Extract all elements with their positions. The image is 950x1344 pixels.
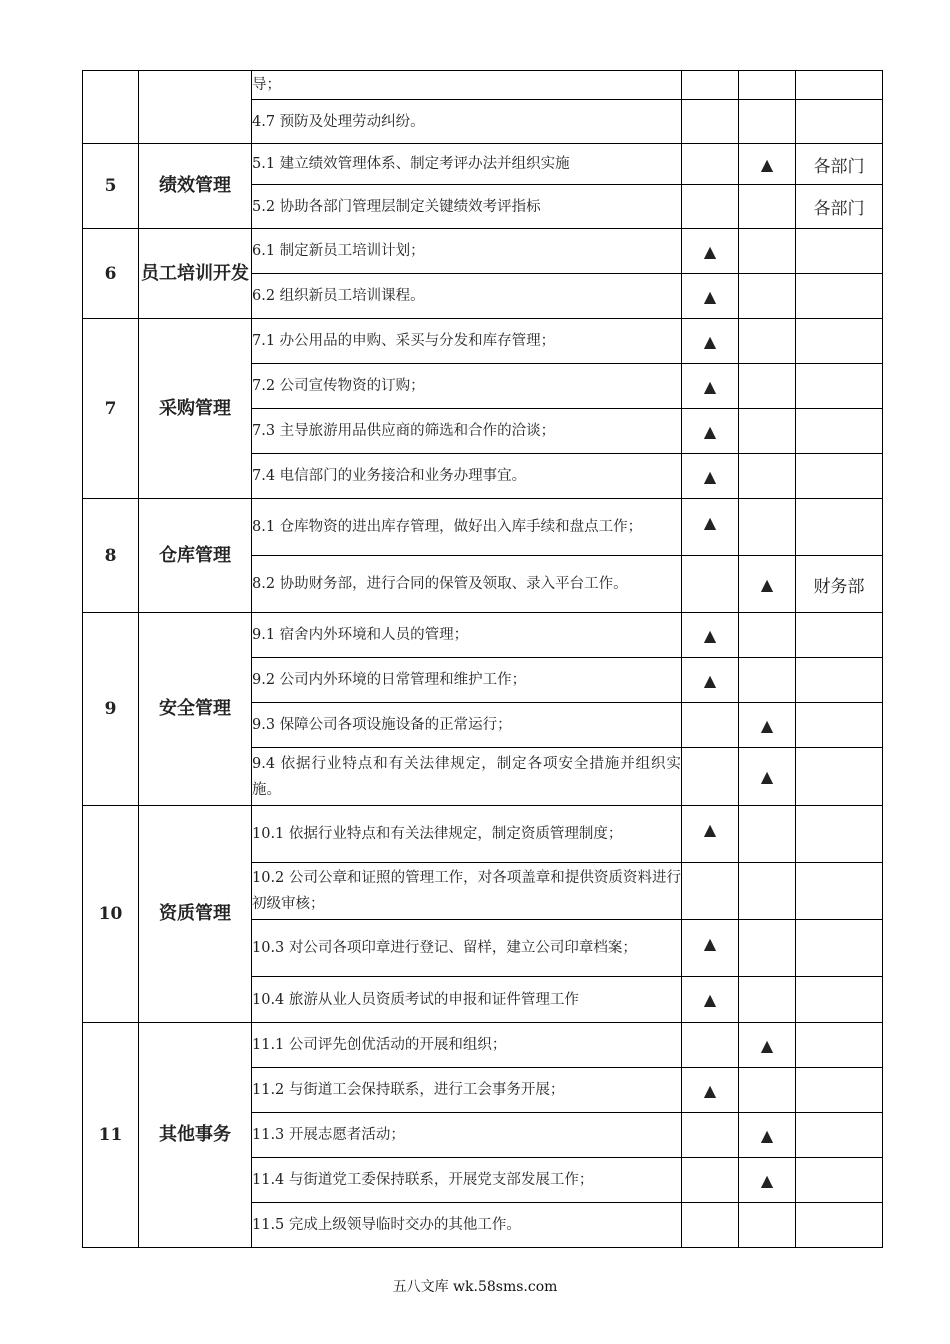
note-cell: 各部门: [796, 144, 883, 185]
note-cell: [796, 806, 883, 863]
task-cell: 11.2 与街道工会保持联系，进行工会事务开展；: [252, 1068, 682, 1113]
category-cell: [139, 71, 252, 144]
task-cell: 11.4 与街道党工委保持联系，开展党支部发展工作；: [252, 1158, 682, 1203]
mark-cell-b: [739, 1203, 796, 1248]
mark-cell-a: [682, 185, 739, 229]
mark-cell-b: [739, 274, 796, 319]
note-cell: [796, 1068, 883, 1113]
table-row: [83, 1023, 883, 1068]
mark-cell-b: [739, 229, 796, 274]
task-cell: 9.4 依据行业特点和有关法律规定，制定各项安全措施并组织实施。: [252, 748, 682, 806]
task-cell: 7.2 公司宣传物资的订购；: [252, 364, 682, 409]
task-cell: 10.3 对公司各项印章进行登记、留样，建立公司印章档案；: [252, 920, 682, 977]
task-cell: 7.3 主导旅游用品供应商的筛选和合作的洽谈；: [252, 409, 682, 454]
note-cell: [796, 364, 883, 409]
mark-cell-b: ▲: [739, 556, 796, 613]
mark-cell-a: [682, 1158, 739, 1203]
mark-cell-b: ▲: [739, 748, 796, 806]
mark-cell-a: [682, 703, 739, 748]
mark-cell-a: [682, 556, 739, 613]
item-number-cell: 8: [83, 499, 139, 613]
note-cell: [796, 1023, 883, 1068]
note-cell: [796, 703, 883, 748]
task-cell: 9.3 保障公司各项设施设备的正常运行；: [252, 703, 682, 748]
table-row: [83, 144, 883, 185]
note-cell: 财务部: [796, 556, 883, 613]
table-row: [83, 319, 883, 364]
mark-cell-a: ▲: [682, 806, 739, 863]
footer-watermark-text: 五八文库 wk.58sms.com: [392, 1279, 558, 1295]
mark-cell-b: [739, 613, 796, 658]
mark-cell-a: ▲: [682, 613, 739, 658]
mark-cell-b: [739, 499, 796, 556]
task-cell: 9.1 宿舍内外环境和人员的管理；: [252, 613, 682, 658]
mark-cell-b: ▲: [739, 1023, 796, 1068]
task-cell: 9.2 公司内外环境的日常管理和维护工作；: [252, 658, 682, 703]
item-number-cell: 5: [83, 144, 139, 229]
mark-cell-b: [739, 1068, 796, 1113]
mark-cell-b: [739, 185, 796, 229]
mark-cell-a: [682, 1113, 739, 1158]
task-cell: 6.2 组织新员工培训课程。: [252, 274, 682, 319]
mark-cell-b: [739, 920, 796, 977]
mark-cell-b: ▲: [739, 703, 796, 748]
note-cell: [796, 1158, 883, 1203]
mark-cell-a: [682, 1023, 739, 1068]
task-cell: 10.2 公司公章和证照的管理工作，对各项盖章和提供资质资料进行初级审核；: [252, 863, 682, 920]
mark-cell-b: [739, 658, 796, 703]
table-row: [83, 613, 883, 658]
task-cell: 4.7 预防及处理劳动纠纷。: [252, 100, 682, 144]
mark-cell-a: ▲: [682, 409, 739, 454]
mark-cell-a: [682, 71, 739, 100]
responsibility-table: [82, 70, 883, 1248]
mark-cell-b: [739, 71, 796, 100]
category-cell: 员工培训开发: [139, 229, 252, 319]
mark-cell-b: ▲: [739, 1113, 796, 1158]
mark-cell-b: ▲: [739, 144, 796, 185]
category-cell: 资质管理: [139, 806, 252, 1023]
mark-cell-a: ▲: [682, 319, 739, 364]
category-cell: 仓库管理: [139, 499, 252, 613]
note-cell: [796, 1203, 883, 1248]
mark-cell-b: [739, 319, 796, 364]
mark-cell-b: ▲: [739, 1158, 796, 1203]
note-cell: [796, 613, 883, 658]
mark-cell-a: ▲: [682, 454, 739, 499]
table-row: [83, 229, 883, 274]
category-cell: 绩效管理: [139, 144, 252, 229]
mark-cell-a: [682, 144, 739, 185]
item-number-cell: 11: [83, 1023, 139, 1248]
note-cell: [796, 977, 883, 1023]
task-cell: 6.1 制定新员工培训计划；: [252, 229, 682, 274]
task-cell: 7.4 电信部门的业务接洽和业务办理事宜。: [252, 454, 682, 499]
task-cell: 5.1 建立绩效管理体系、制定考评办法并组织实施: [252, 144, 682, 185]
mark-cell-b: [739, 806, 796, 863]
category-cell: 其他事务: [139, 1023, 252, 1248]
task-cell: 8.2 协助财务部，进行合同的保管及领取、录入平台工作。: [252, 556, 682, 613]
mark-cell-a: [682, 748, 739, 806]
item-number-cell: 9: [83, 613, 139, 806]
task-cell: 10.4 旅游从业人员资质考试的申报和证件管理工作: [252, 977, 682, 1023]
mark-cell-a: ▲: [682, 977, 739, 1023]
mark-cell-b: [739, 100, 796, 144]
item-number-cell: [83, 71, 139, 144]
mark-cell-b: [739, 863, 796, 920]
mark-cell-a: [682, 1203, 739, 1248]
item-number-cell: 10: [83, 806, 139, 1023]
mark-cell-a: ▲: [682, 658, 739, 703]
note-cell: [796, 229, 883, 274]
mark-cell-a: ▲: [682, 920, 739, 977]
task-cell: 8.1 仓库物资的进出库存管理，做好出入库手续和盘点工作；: [252, 499, 682, 556]
note-cell: [796, 100, 883, 144]
mark-cell-b: [739, 364, 796, 409]
note-cell: [796, 454, 883, 499]
category-cell: 安全管理: [139, 613, 252, 806]
table-row: [83, 499, 883, 556]
note-cell: 各部门: [796, 185, 883, 229]
mark-cell-b: [739, 454, 796, 499]
note-cell: [796, 863, 883, 920]
mark-cell-a: [682, 863, 739, 920]
mark-cell-a: ▲: [682, 499, 739, 556]
task-cell: 5.2 协助各部门管理层制定关键绩效考评指标: [252, 185, 682, 229]
note-cell: [796, 274, 883, 319]
task-cell: 11.1 公司评先创优活动的开展和组织；: [252, 1023, 682, 1068]
table-row: [83, 806, 883, 863]
task-cell: 导；: [252, 71, 682, 100]
item-number-cell: 7: [83, 319, 139, 499]
mark-cell-a: ▲: [682, 1068, 739, 1113]
item-number-cell: 6: [83, 229, 139, 319]
task-cell: 11.3 开展志愿者活动；: [252, 1113, 682, 1158]
mark-cell-a: ▲: [682, 229, 739, 274]
note-cell: [796, 1113, 883, 1158]
note-cell: [796, 499, 883, 556]
task-cell: 7.1 办公用品的申购、采买与分发和库存管理；: [252, 319, 682, 364]
category-cell: 采购管理: [139, 319, 252, 499]
mark-cell-a: [682, 100, 739, 144]
mark-cell-b: [739, 409, 796, 454]
task-cell: 10.1 依据行业特点和有关法律规定，制定资质管理制度；: [252, 806, 682, 863]
note-cell: [796, 409, 883, 454]
mark-cell-b: [739, 977, 796, 1023]
note-cell: [796, 748, 883, 806]
note-cell: [796, 319, 883, 364]
mark-cell-a: ▲: [682, 364, 739, 409]
table-row: [83, 71, 883, 100]
note-cell: [796, 71, 883, 100]
mark-cell-a: ▲: [682, 274, 739, 319]
note-cell: [796, 658, 883, 703]
note-cell: [796, 920, 883, 977]
task-cell: 11.5 完成上级领导临时交办的其他工作。: [252, 1203, 682, 1248]
